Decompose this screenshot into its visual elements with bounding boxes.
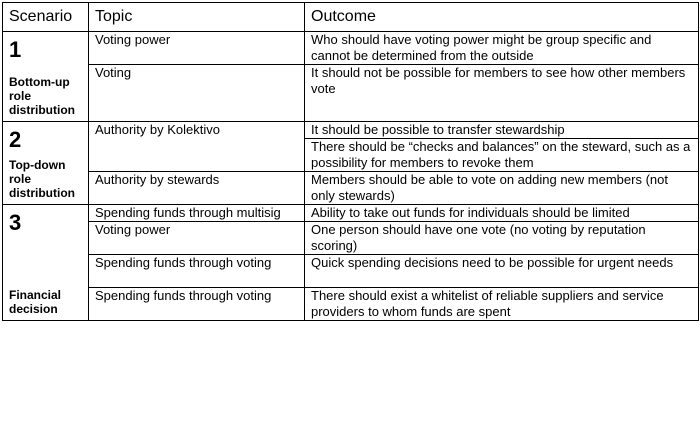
scenario-number: 3 (9, 210, 22, 235)
outcome-cell: Ability to take out funds for individuals should be limited (305, 205, 699, 222)
topic-cell: Spending funds through voting (89, 255, 305, 288)
table-row (3, 32, 699, 65)
scenario-3-cell (3, 205, 89, 321)
scenario-number: 1 (9, 37, 22, 62)
header-row (3, 3, 699, 32)
outcome-cell: One person should have one vote (no voting by reputation scoring) (305, 222, 699, 255)
topic-cell: Voting power (89, 222, 305, 255)
outcome-cell: It should be possible to transfer stewardship (305, 122, 699, 139)
table-row (3, 172, 699, 205)
outcome-cell: Who should have voting power might be group specific and cannot be determined from the outside (305, 32, 699, 65)
table-row (3, 65, 699, 122)
scenario-label: Top-down role distribution (9, 158, 75, 200)
scenario-label: Financial decision (9, 288, 62, 316)
topic-cell: Authority by stewards (89, 172, 305, 205)
header-outcome: Outcome (305, 3, 699, 32)
scenario-2-cell (3, 122, 89, 205)
topic-cell: Voting (89, 65, 305, 122)
scenario-1-cell (3, 32, 89, 122)
scenario-number: 2 (9, 127, 22, 152)
table-row (3, 288, 699, 321)
outcome-cell: Quick spending decisions need to be possible for urgent needs (305, 255, 699, 288)
outcome-cell: There should be “checks and balances” on the steward, such as a possibility for members to revoke them (305, 139, 699, 172)
scenario-table (2, 2, 699, 321)
table-row (3, 205, 699, 222)
topic-cell: Spending funds through multisig (89, 205, 305, 222)
topic-cell: Spending funds through voting (89, 288, 305, 321)
table-row (3, 122, 699, 139)
header-scenario: Scenario (3, 3, 89, 32)
outcome-cell: There should exist a whitelist of reliable suppliers and service providers to whom funds are spent (305, 288, 699, 321)
scenario-label: Bottom-up role distribution (9, 75, 75, 117)
outcome-cell: Members should be able to vote on adding new members (not only stewards) (305, 172, 699, 205)
outcome-cell: It should not be possible for members to see how other members vote (305, 65, 699, 122)
topic-cell: Authority by Kolektivo (89, 122, 305, 172)
table-row (3, 255, 699, 288)
topic-cell: Voting power (89, 32, 305, 65)
header-topic: Topic (89, 3, 305, 32)
table-row (3, 222, 699, 255)
